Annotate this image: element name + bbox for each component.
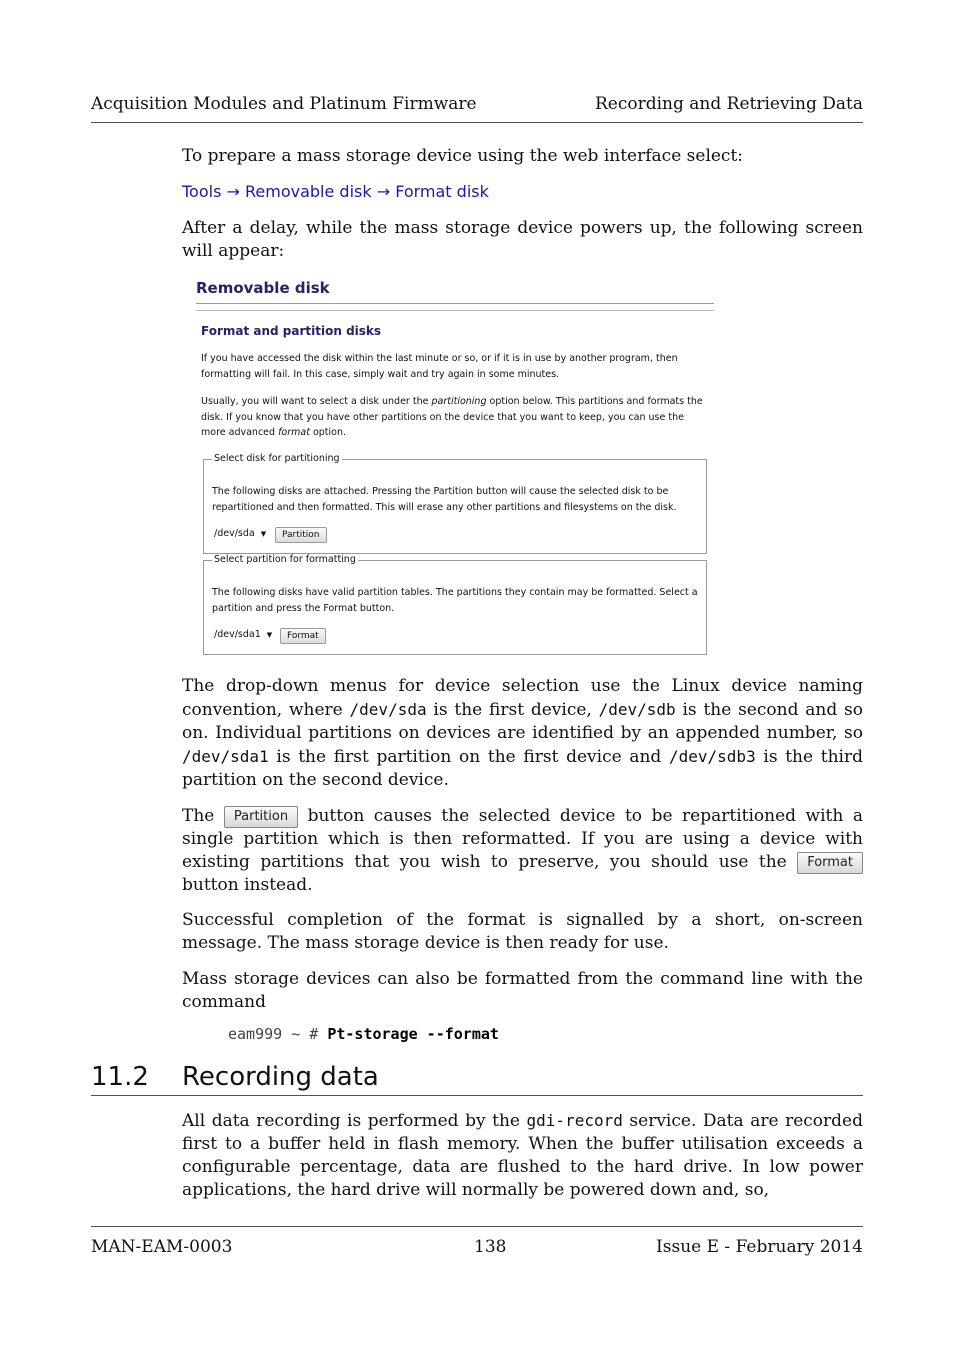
partition-fieldset bbox=[203, 453, 707, 554]
header-left: Acquisition Modules and Platinum Firmware bbox=[91, 94, 477, 114]
disk-select[interactable] bbox=[214, 528, 266, 539]
command-text: Pt-storage --format bbox=[327, 1025, 499, 1043]
section-rule bbox=[91, 1095, 863, 1096]
chevron-down-icon: ▼ bbox=[266, 630, 273, 639]
command-line-paragraph: Mass storage devices can also be formatted from the command line with the command bbox=[182, 969, 863, 1012]
partition-description: The following disks are attached. Pressing the Partition button will cause the selected disk to be repartitioned and then formatted. This will erase any other partitions and filesystems on the disk. bbox=[212, 486, 677, 513]
code-dev-sda: /dev/sda bbox=[349, 700, 427, 719]
header-right: Recording and Retrieving Data bbox=[595, 94, 863, 114]
text-run: button causes the selected device to be repartitioned with a single partition which is then reformatted. If you are using a device with existing partitions that you wish to preserve, you should use the bbox=[182, 806, 863, 872]
code-dev-sda1: /dev/sda1 bbox=[182, 747, 269, 766]
partition-select[interactable] bbox=[214, 629, 272, 640]
success-paragraph: Successful completion of the format is signalled by a short, on-screen message. The mass storage device is then ready for use. bbox=[182, 910, 863, 953]
code-dev-sdb: /dev/sdb bbox=[598, 700, 676, 719]
code-gdi-record: gdi-record bbox=[526, 1111, 623, 1130]
text-run: option below. This partitions and formats the disk. If you know that you have other partitions on the device that you want to keep, you can use the more advanced bbox=[201, 396, 703, 438]
screenshot-title: Removable disk bbox=[196, 279, 330, 297]
footer-rule bbox=[91, 1226, 863, 1227]
header-rule bbox=[91, 122, 863, 123]
running-header bbox=[91, 90, 863, 114]
removable-disk-screenshot bbox=[192, 274, 718, 660]
format-button[interactable]: Format bbox=[280, 628, 326, 644]
format-description: The following disks have valid partition tables. The partitions they contain may be formatted. Select a partition and press the Format button. bbox=[212, 587, 698, 614]
page-number: 138 bbox=[474, 1237, 507, 1257]
text-run: is the third partition on the second device. bbox=[182, 747, 863, 790]
text-run: service. Data are recorded first to a buffer held in flash memory. When the buffer utilisation exceeds a configurable percentage, data are flushed to the hard drive. In low power applications, the hard drive will normally be powered down and, so, bbox=[182, 1111, 863, 1200]
code-dev-sdb3: /dev/sdb3 bbox=[669, 747, 756, 766]
text-run: Usually, you will want to select a disk under the bbox=[201, 396, 432, 407]
footer-doc-id: MAN-EAM-0003 bbox=[91, 1237, 233, 1257]
disk-select-value: /dev/sda bbox=[214, 528, 255, 539]
section-title: Recording data bbox=[182, 1062, 379, 1092]
partition-button[interactable]: Partition bbox=[275, 527, 327, 543]
footer-issue: Issue E - February 2014 bbox=[656, 1237, 863, 1257]
emphasis-partitioning: partitioning bbox=[431, 396, 487, 407]
text-run: is the first partition on the first device and bbox=[268, 747, 669, 767]
partition-select-value: /dev/sda1 bbox=[214, 629, 261, 640]
text-run: The drop-down menus for device selection use the Linux device naming convention, where bbox=[182, 676, 863, 720]
partition-legend: Select disk for partitioning bbox=[214, 453, 340, 464]
emphasis-format: format bbox=[278, 427, 310, 438]
device-naming-paragraph bbox=[182, 675, 863, 792]
after-delay-paragraph: After a delay, while the mass storage device powers up, the following screen will appear: bbox=[182, 218, 863, 261]
screenshot-subtitle: Format and partition disks bbox=[201, 324, 382, 338]
inline-format-button: Format bbox=[797, 852, 863, 874]
chevron-down-icon: ▼ bbox=[260, 529, 267, 538]
intro-paragraph: To prepare a mass storage device using the web interface select: bbox=[182, 146, 744, 166]
section-number: 11.2 bbox=[91, 1062, 149, 1092]
screenshot-para-2 bbox=[201, 394, 711, 441]
text-run: is the second and so on. Individual partitions on devices are identified by an appended number, so bbox=[182, 700, 863, 743]
format-fieldset bbox=[203, 554, 707, 655]
command-example bbox=[228, 1025, 499, 1043]
inline-partition-button: Partition bbox=[224, 806, 298, 828]
menu-path: Tools → Removable disk → Format disk bbox=[182, 182, 489, 201]
text-run: The bbox=[182, 806, 224, 826]
screenshot-para-1: If you have accessed the disk within the last minute or so, or if it is in use by another program, then formatting will fail. In this case, simply wait and try again in some minutes. bbox=[201, 353, 678, 380]
text-run: is the first device, bbox=[426, 700, 599, 720]
partition-button-paragraph bbox=[182, 805, 863, 897]
text-run: button instead. bbox=[182, 875, 313, 895]
command-prompt: eam999 ~ # bbox=[228, 1025, 328, 1043]
text-run: option. bbox=[309, 427, 347, 438]
screenshot-rule bbox=[196, 310, 714, 311]
text-run: All data recording is performed by the bbox=[182, 1111, 527, 1131]
screenshot-rule bbox=[196, 303, 714, 304]
recording-paragraph bbox=[182, 1109, 863, 1202]
format-legend: Select partition for formatting bbox=[214, 554, 356, 565]
